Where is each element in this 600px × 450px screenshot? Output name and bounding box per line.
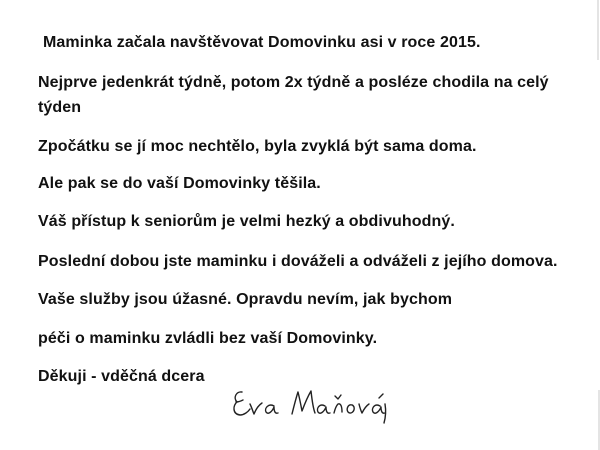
letter-line-5: Ale pak se do vaší Domovinky těšila. — [38, 175, 321, 192]
letter-line-8: Vaše služby jsou úžasné. Opravdu nevím, jak bychom — [38, 291, 453, 308]
handwritten-signature — [228, 378, 398, 428]
letter-line-2: Nejprve jedenkrát týdně, potom 2x týdně a posléze chodila na celý — [38, 74, 549, 91]
letter-line-6: Váš přístup k seniorům je velmi hezký a obdivuhodný. — [38, 213, 455, 230]
letter-line-1: Maminka začala navštěvovat Domovinku asi v roce 2015. — [43, 34, 481, 51]
letter-closing: Děkuji - vděčná dcera — [38, 368, 205, 385]
scan-edge-mark — [594, 0, 600, 450]
letter-line-4: Zpočátku se jí moc nechtělo, byla zvyklá být sama doma. — [38, 138, 477, 155]
letter-line-7: Poslední dobou jste maminku i dováželi a odváželi z jejího domova. — [38, 253, 558, 270]
letter-line-3: týden — [38, 99, 82, 116]
letter-line-9: péči o maminku zvládli bez vaší Domovinky. — [38, 330, 378, 347]
